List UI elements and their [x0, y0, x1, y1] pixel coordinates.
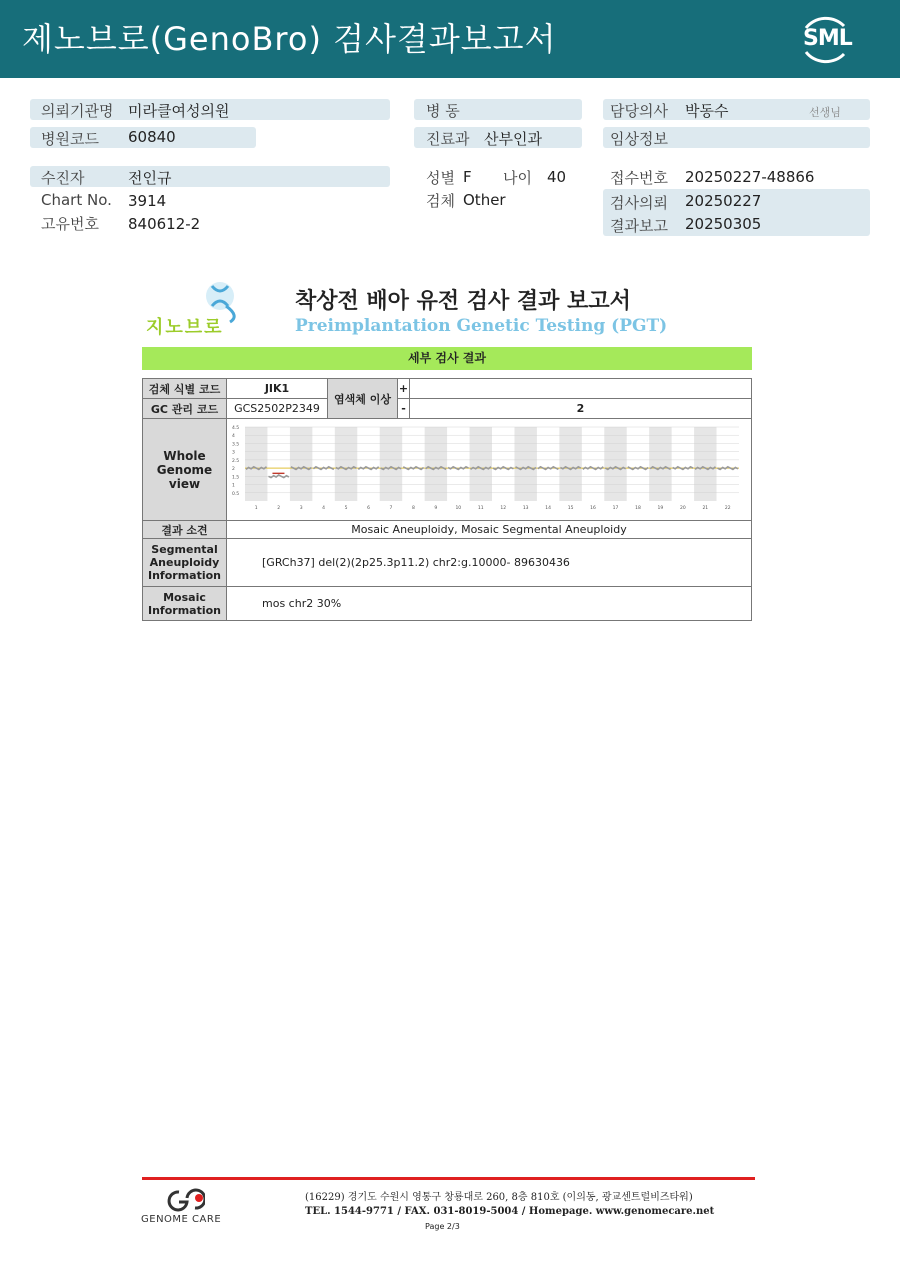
chromosome-band — [604, 427, 626, 501]
gc-code-value: GCS2502P2349 — [227, 399, 328, 419]
sex-label: 성별 — [426, 169, 455, 187]
x-tick-label: 4 — [322, 506, 326, 511]
page-number: Page 2/3 — [425, 1222, 460, 1231]
x-tick-label: 20 — [679, 506, 686, 511]
request-date-value: 20250227 — [685, 192, 762, 210]
patient-name-value: 전인규 — [128, 169, 172, 187]
finding-value: Mosaic Aneuploidy, Mosaic Segmental Aneuploidy — [227, 521, 752, 539]
report-date-label: 결과보고 — [610, 217, 668, 235]
hospital-code-label: 병원코드 — [41, 130, 99, 148]
chromosome-band — [380, 427, 402, 501]
plus-value — [410, 379, 752, 399]
chromosome-abnormality-label: 염색체 이상 — [328, 379, 398, 419]
x-tick-label: 21 — [702, 506, 709, 511]
chromosome-band — [290, 427, 312, 501]
report-title-en: Preimplantation Genetic Testing (PGT) — [295, 316, 668, 336]
y-tick-label: 3.5 — [232, 442, 240, 448]
copy-number-trace — [583, 467, 604, 470]
x-tick-label: 7 — [389, 506, 393, 511]
segmental-value: [GRCh37] del(2)(2p25.3p11.2) chr2:g.10000- 89630436 — [227, 539, 752, 587]
dept-label: 진료과 — [426, 130, 470, 148]
receipt-value: 20250227-48866 — [685, 168, 815, 186]
chromosome-band — [335, 427, 357, 501]
institution-label: 의뢰기관명 — [41, 102, 114, 120]
x-tick-label: 1 — [254, 506, 258, 511]
unique-id-value: 840612-2 — [128, 215, 201, 233]
x-tick-label: 12 — [500, 506, 507, 511]
genome-chart-cell — [227, 419, 752, 521]
doctor-value: 박동수 — [685, 102, 729, 120]
dept-value: 산부인과 — [484, 130, 542, 148]
y-tick-label: 1 — [232, 483, 235, 489]
specimen-label: 검체 — [426, 192, 455, 210]
mosaic-label: Mosaic Information — [143, 587, 227, 621]
section-header: 세부 검사 결과 — [142, 347, 752, 370]
footer-address — [305, 1191, 714, 1219]
doctor-suffix: 선생님 — [809, 106, 841, 119]
chromosome-band — [694, 427, 716, 501]
x-tick-label: 2 — [277, 506, 281, 511]
x-tick-label: 6 — [367, 506, 370, 511]
footer-divider — [142, 1177, 755, 1180]
x-tick-label: 5 — [344, 506, 348, 511]
specimen-code-label: 검체 식별 코드 — [143, 379, 227, 399]
genome-care-logo-icon — [165, 1188, 205, 1212]
genobro-logo-text — [146, 313, 224, 339]
finding-label: 결과 소견 — [143, 521, 227, 539]
x-tick-label: 18 — [635, 506, 641, 511]
x-tick-label: 19 — [657, 506, 664, 511]
specimen-value: Other — [463, 191, 506, 209]
sex-value: F — [463, 168, 472, 186]
y-tick-label: 1.5 — [232, 475, 240, 481]
y-tick-label: 4.5 — [232, 426, 240, 431]
report-header — [0, 0, 900, 78]
report-title-ko: 착상전 배아 유전 검사 결과 보고서 — [295, 289, 631, 314]
report-date-value: 20250305 — [685, 215, 762, 233]
hospital-code-value: 60840 — [128, 128, 176, 146]
x-tick-label: 22 — [724, 506, 731, 511]
y-tick-label: 3 — [232, 450, 235, 456]
y-tick-label: 2.5 — [232, 458, 240, 464]
minus-label: - — [398, 399, 410, 419]
sml-logo-text: SML — [803, 26, 852, 51]
specimen-code-value: JIK1 — [227, 379, 328, 399]
x-tick-label: 9 — [434, 506, 438, 511]
x-tick-label: 14 — [545, 506, 552, 511]
chromosome-band — [245, 427, 267, 501]
x-tick-label: 15 — [567, 506, 574, 511]
genome-view-label: Whole Genome view — [143, 419, 227, 521]
chromosome-band — [470, 427, 492, 501]
x-tick-label: 3 — [299, 506, 303, 511]
institution-value: 미라클여성의원 — [128, 102, 230, 120]
receipt-label: 접수번호 — [610, 169, 668, 187]
genome-care-text: GENOME CARE — [141, 1214, 222, 1225]
x-tick-label: 11 — [477, 506, 484, 511]
chromosome-band — [649, 427, 671, 501]
request-date-label: 검사의뢰 — [610, 194, 668, 212]
patient-name-label: 수진자 — [41, 169, 85, 187]
chromosome-band — [559, 427, 581, 501]
x-tick-label: 13 — [522, 506, 529, 511]
ward-label: 병 동 — [426, 102, 460, 120]
x-tick-label: 10 — [455, 506, 462, 511]
address-line: (16229) 경기도 수원시 영통구 창룡대로 260, 8층 810호 (이의동, 광교센트럴비즈타워) — [305, 1192, 693, 1203]
y-tick-label: 4 — [232, 434, 235, 440]
page-title: 제노브로(GenoBro) 검사결과보고서 — [22, 20, 557, 58]
contact-line: TEL. 1544-9771 / FAX. 031-8019-5004 / Homepage. www.genomecare.net — [305, 1206, 715, 1217]
clinical-label: 임상정보 — [610, 130, 668, 148]
whole-genome-chart — [231, 421, 747, 515]
age-value: 40 — [547, 168, 567, 186]
chart-no-label: Chart No. — [41, 191, 112, 209]
y-tick-label: 0.5 — [232, 491, 240, 497]
plus-label: + — [398, 379, 410, 399]
x-tick-label: 17 — [612, 506, 619, 511]
unique-id-label: 고유번호 — [41, 215, 99, 233]
chart-no-value: 3914 — [128, 192, 167, 210]
mosaic-value: mos chr2 30% — [227, 587, 752, 621]
chromosome-band — [514, 427, 536, 501]
y-tick-label: 2 — [232, 467, 235, 473]
chromosome-band — [425, 427, 447, 501]
segmental-label: Segmental Aneuploidy Information — [143, 539, 227, 587]
copy-number-trace — [358, 467, 378, 470]
logo-text: 지노브로 — [146, 317, 224, 338]
doctor-label: 담당의사 — [610, 102, 668, 120]
age-label: 나이 — [503, 169, 532, 187]
minus-value: 2 — [410, 399, 752, 419]
gc-code-label: GC 관리 코드 — [143, 399, 227, 419]
x-tick-label: 8 — [411, 506, 415, 511]
result-table — [142, 378, 752, 621]
x-tick-label: 16 — [590, 506, 596, 511]
